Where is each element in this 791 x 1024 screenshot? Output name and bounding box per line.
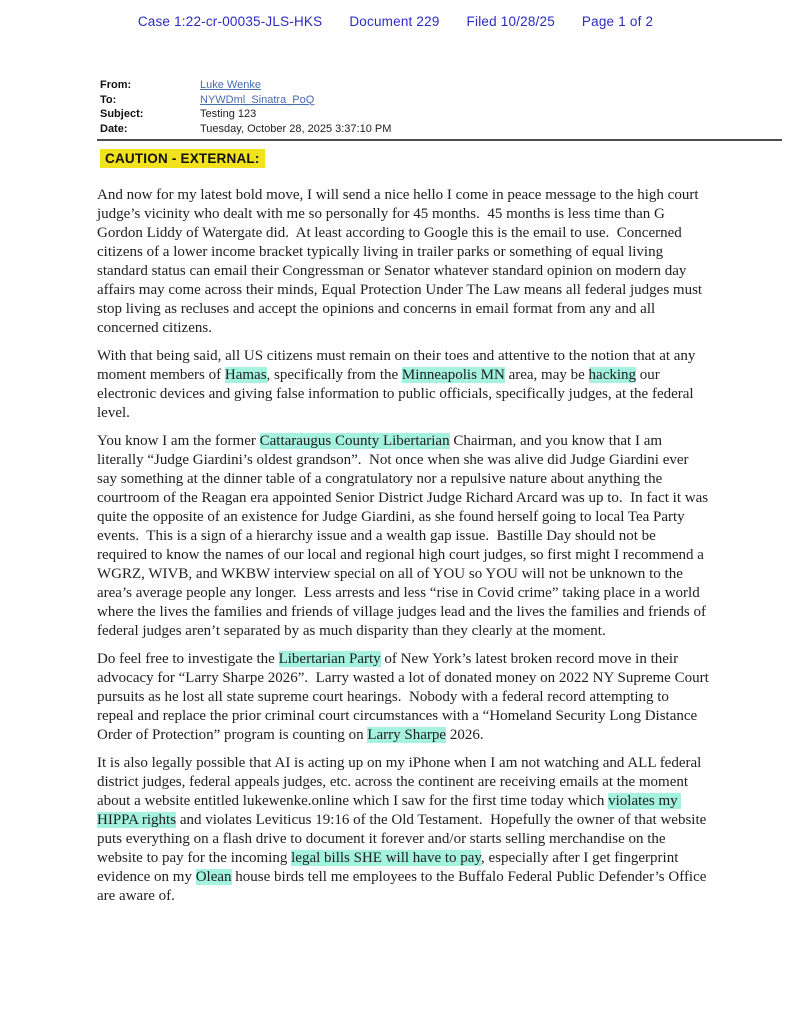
body-text: You know I am the former (97, 433, 260, 449)
caution-external-label: CAUTION - EXTERNAL: (100, 149, 265, 168)
highlighted-text: Cattaraugus County Libertarian (259, 433, 450, 449)
highlighted-text: Minneapolis MN (401, 367, 505, 383)
body-text: house birds tell me employees to the Buffalo Federal Public Defender’s Office are aware of. (97, 869, 711, 904)
to-row (100, 93, 391, 108)
caution-banner (100, 150, 265, 168)
body-text: of New York’s latest broken record move in their advocacy for “Larry Sharpe 2026”. Larry wasted a lot of donated money on 2022 NY Supreme Court pursuits as he lost all state supreme court hearings. Nobody with a federal record attempting to repeal and replace the prior criminal court circumstances with a “Homeland Security Long Distance Order of Protection” program is counting on (97, 651, 713, 743)
body-text: And now for my latest bold move, I will send a nice hello I come in peace message to the high court judge’s vicinity who dealt with me so personally for 45 months. 45 months is less time than G Gordon Liddy of Watergate did. At least according to Google this is the email to use. Concerned citizens of a lower income bracket typically living in trailer parks or something of equal living standard status can email their Congressman or Senator whatever standard opinion on modern day affairs may come across their minds, Equal Protection Under The Law means all federal judges must stop living as recluses and accept the opinions and concerns in email format from any and all concerned citizens. (97, 187, 706, 336)
body-text: 2026. (446, 727, 484, 743)
to-label: To: (100, 93, 117, 106)
email-body (97, 186, 713, 915)
stamp-filed-date: Filed 10/28/25 (466, 14, 555, 29)
body-text: our electronic devices and giving false information to public officials, specifically judges, at the federal level. (97, 367, 698, 421)
stamp-page-number: Page 1 of 2 (581, 14, 654, 29)
highlighted-text: legal bills SHE will have to pay (291, 850, 481, 866)
email-header (100, 78, 391, 136)
highlighted-text: violates my HIPPA rights (97, 793, 682, 828)
body-text: , especially after I get fingerprint evidence on my (97, 850, 683, 885)
to-link[interactable]: NYWDml_Sinatra_PoQ (200, 93, 315, 106)
highlighted-text: Larry Sharpe (367, 727, 447, 743)
highlighted-text: Olean (195, 869, 232, 885)
body-text: area, may be (504, 367, 589, 383)
date-value: Tuesday, October 28, 2025 3:37:10 PM (200, 122, 392, 135)
paragraph (97, 754, 709, 906)
body-text: With that being said, all US citizens must remain on their toes and attentive to the notion that at any moment members of (97, 348, 700, 383)
from-row (100, 78, 391, 93)
from-label: From: (100, 79, 132, 91)
highlighted-text: Hamas (224, 367, 267, 383)
subject-row (100, 107, 391, 122)
highlighted-text: hacking (588, 367, 637, 383)
court-filing-stamp (0, 14, 791, 29)
header-divider (97, 139, 782, 141)
body-text: , specifically from the (266, 367, 402, 383)
body-text: Chairman, and you know that I am literally “Judge Giardini’s oldest grandson”. Not once when she was alive did Judge Giardini ever say something at the dinner table of a congratulatory nor a repulsive nature about anything the courtroom of the Reagan era appointed Senior District Judge Richard Arcard was up to. In fact it was quite the opposite of an existence for Judge Giardini, as she found herself going to local Tea Party events. This is a sign of a hierarchy issue and a wealth gap issue. Bastille Day should not be required to know the names of our local and regional high court judges, so first might I recommend a WGRZ, WIVB, and WKBW interview special on all of YOU so YOU will not be unknown to the area’s average people any longer. Less arrests and less “rise in Covid crime” taking place in a world where the lives the families and friends of village judges lead and the lives the families and friends of federal judges aren’t separated by as much disparity than they clearly at the moment. (97, 433, 712, 639)
date-label: Date: (100, 122, 128, 135)
paragraph (97, 347, 709, 423)
stamp-document-number: Document 229 (349, 14, 440, 29)
body-text: and violates Leviticus 19:16 of the Old Testament. Hopefully the owner of that website puts everything on a flash drive to document it forever and/or starts selling merchandise on the website to pay for the incoming (97, 812, 711, 866)
stamp-case-number: Case 1:22-cr-00035-JLS-HKS (137, 14, 323, 29)
paragraph (97, 186, 709, 338)
body-text: Do feel free to investigate the (97, 651, 279, 667)
date-row (100, 122, 391, 137)
paragraph (97, 650, 713, 745)
body-text: It is also legally possible that AI is acting up on my iPhone when I am not watching and ALL federal district judges, federal appeals judges, etc. across the continent are receiving emails at the moment about a website entitled lukewenke.online which I saw for the first time today which (97, 755, 706, 809)
from-link[interactable]: Luke Wenke (200, 79, 261, 91)
paragraph (97, 432, 712, 641)
highlighted-text: Libertarian Party (278, 651, 381, 667)
subject-label: Subject: (100, 108, 144, 120)
subject-value: Testing 123 (200, 108, 257, 120)
